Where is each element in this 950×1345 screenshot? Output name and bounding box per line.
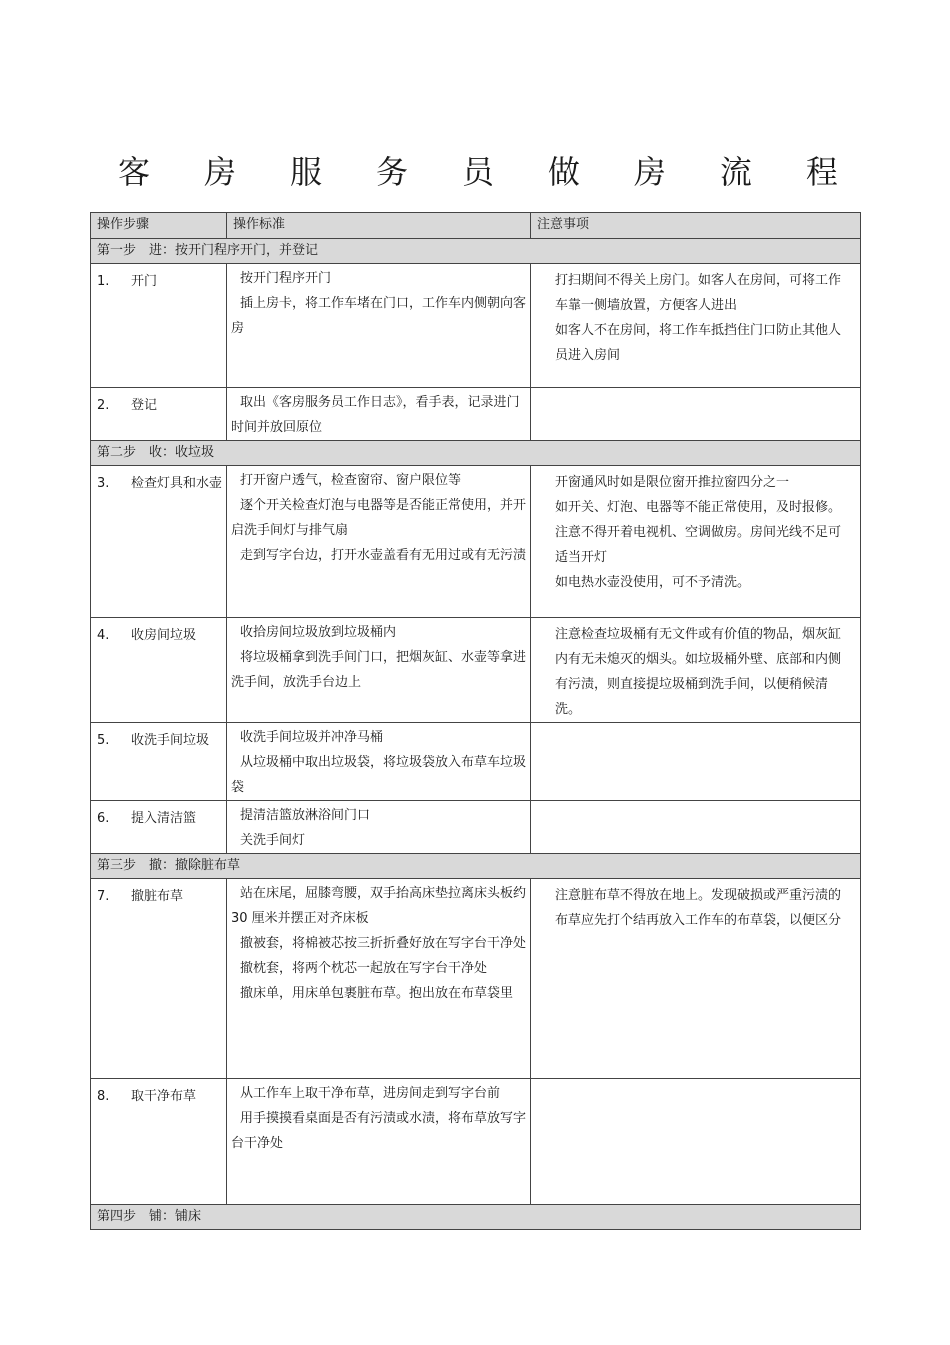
step-name: 开门 (131, 274, 158, 289)
section-row (91, 239, 861, 264)
note-text: 开窗通风时如是限位窗开推拉窗四分之一 (555, 475, 790, 490)
header-notes: 注意事项 (531, 213, 861, 239)
header-step: 操作步骤 (91, 213, 227, 239)
title-char: 服 (289, 153, 322, 191)
step-name: 检查灯具和水壶 (131, 476, 223, 491)
section-row (91, 1205, 861, 1230)
standard-text: 按开门程序开门 (240, 271, 332, 286)
section-row (91, 441, 861, 466)
title-char: 员 (461, 153, 494, 191)
step-name: 提入清洁篮 (131, 811, 197, 826)
note-cell (531, 1079, 861, 1205)
note-cell (531, 264, 861, 388)
table-row (91, 723, 861, 801)
table-row (91, 801, 861, 854)
step-number: 2. (97, 398, 110, 413)
title-char: 程 (805, 153, 838, 191)
standard-text: 插上房卡，将工作车堵在门口，工作车内侧朝向客房 (231, 296, 527, 336)
standard-text: 站在床尾，屈膝弯腰，双手抬高床垫拉离床头板约 30 厘米并摆正对齐床板 (231, 886, 540, 926)
standard-cell (227, 723, 531, 801)
note-cell (531, 618, 861, 723)
note-text: 如电热水壶没使用，可不予清洗。 (555, 575, 751, 590)
standard-text: 关洗手间灯 (240, 833, 306, 848)
table-row (91, 879, 861, 1079)
title-char: 房 (633, 153, 666, 191)
step-cell (91, 264, 227, 388)
section-heading: 第四步 铺：铺床 (91, 1205, 861, 1230)
step-number: 4. (97, 628, 110, 643)
standard-cell (227, 618, 531, 723)
standard-text: 取出《客房服务员工作日志》，看手表，记录进门时间并放回原位 (231, 395, 520, 435)
step-name: 收洗手间垃圾 (131, 733, 210, 748)
section-row (91, 854, 861, 879)
step-number: 8. (97, 1089, 110, 1104)
step-cell (91, 723, 227, 801)
step-name: 取干净布草 (131, 1089, 197, 1104)
step-number: 1. (97, 274, 110, 289)
table-row (91, 264, 861, 388)
standard-text: 打开窗户透气，检查窗帘、窗户限位等 (240, 473, 462, 488)
title-char: 务 (375, 153, 408, 191)
table-row (91, 466, 861, 618)
note-cell (531, 466, 861, 618)
section-heading: 第一步 进：按开门程序开门，并登记 (91, 239, 861, 264)
step-cell (91, 618, 227, 723)
section-heading: 第二步 收：收垃圾 (91, 441, 861, 466)
step-cell (91, 1079, 227, 1205)
step-number: 3. (97, 476, 110, 491)
standard-text: 从垃圾桶中取出垃圾袋，将垃圾袋放入布草车垃圾袋 (231, 755, 527, 795)
step-name: 收房间垃圾 (131, 628, 197, 643)
standard-cell (227, 879, 540, 1079)
note-cell (531, 723, 861, 801)
note-text: 如开关、灯泡、电器等不能正常使用，及时报修。注意不得开着电视机、空调做房。房间光线不足可适当开灯 (555, 500, 842, 565)
standard-text: 逐个开关检查灯泡与电器等是否能正常使用，并开启洗手间灯与排气扇 (231, 498, 527, 538)
table-row (91, 388, 861, 441)
table-header-row (91, 213, 861, 239)
note-cell (531, 388, 861, 441)
standard-cell (227, 388, 531, 441)
step-cell (91, 879, 227, 1079)
standard-text: 提清洁篮放淋浴间门口 (240, 808, 371, 823)
standard-text: 收拾房间垃圾放到垃圾桶内 (240, 625, 397, 640)
title-char: 房 (203, 153, 236, 191)
procedure-table (90, 212, 861, 1230)
title-char: 客 (118, 153, 151, 191)
standard-cell (227, 466, 531, 618)
step-cell (91, 388, 227, 441)
note-cell (531, 879, 861, 1079)
title-char: 做 (547, 153, 580, 191)
step-number: 5. (97, 733, 110, 748)
header-standard: 操作标准 (227, 213, 531, 239)
section-heading: 第三步 撤：撤除脏布草 (91, 854, 861, 879)
standard-text: 将垃圾桶拿到洗手间门口，把烟灰缸、水壶等拿进洗手间，放洗手台边上 (231, 650, 527, 690)
standard-text: 撤床单，用床单包裹脏布草。抱出放在布草袋里 (240, 986, 514, 1001)
step-number: 7. (97, 889, 110, 904)
standard-text: 撤被套，将棉被芯按三折折叠好放在写字台干净处 (240, 936, 527, 951)
standard-text: 撤枕套，将两个枕芯一起放在写字台干净处 (240, 961, 488, 976)
title-char: 流 (719, 153, 752, 191)
standard-cell (227, 801, 531, 854)
standard-text: 从工作车上取干净布草，进房间走到写字台前 (240, 1086, 501, 1101)
table-row (91, 618, 861, 723)
step-name: 登记 (131, 398, 158, 413)
standard-cell (227, 264, 531, 388)
note-text: 注意脏布草不得放在地上。发现破损或严重污渍的布草应先打个结再放入工作车的布草袋，以便区分 (555, 888, 842, 928)
step-name: 撤脏布草 (131, 889, 184, 904)
step-cell (91, 801, 227, 854)
note-cell (531, 801, 861, 854)
standard-text: 收洗手间垃圾并冲净马桶 (240, 730, 384, 745)
standard-text: 用手摸摸看桌面是否有污渍或水渍，将布草放写字台干净处 (231, 1111, 527, 1151)
note-text: 注意检查垃圾桶有无文件或有价值的物品，烟灰缸内有无未熄灭的烟头。如垃圾桶外壁、底部和内侧有污渍，则直接提垃圾桶到洗手间，以便稍候清洗。 (555, 627, 842, 717)
standard-cell (227, 1079, 531, 1205)
note-text: 如客人不在房间，将工作车抵挡住门口防止其他人员进入房间 (555, 323, 842, 363)
table-row (91, 1079, 861, 1205)
page-title (118, 150, 838, 194)
note-text: 打扫期间不得关上房门。如客人在房间，可将工作车靠一侧墙放置，方便客人进出 (555, 273, 842, 313)
standard-text: 走到写字台边，打开水壶盖看有无用过或有无污渍 (240, 548, 527, 563)
step-number: 6. (97, 811, 110, 826)
step-cell (91, 466, 227, 618)
